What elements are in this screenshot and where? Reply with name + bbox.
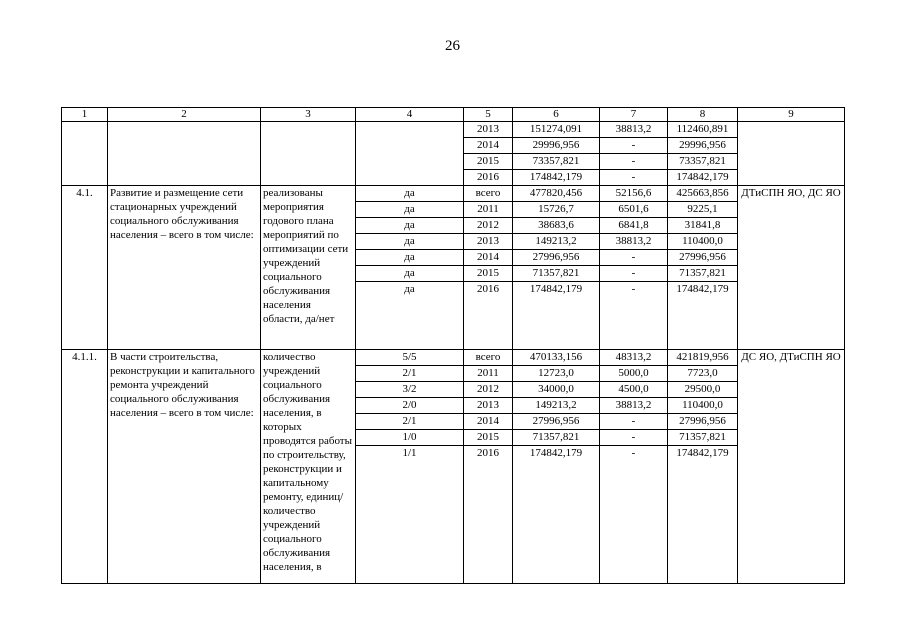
col8-cell: 29996,956	[668, 138, 737, 154]
item-name: В части строительства, реконструкции и капитального ремонта учреждений социального обслуживания населения – всего в том числе:	[108, 350, 261, 584]
year-cell: 2012	[464, 218, 512, 234]
col8-cell: 27996,956	[668, 250, 737, 266]
total-cell: 71357,821	[513, 430, 599, 446]
total-column	[513, 186, 600, 350]
col8-cell: 421819,956	[668, 350, 737, 366]
col-header-7: 7	[600, 108, 668, 122]
program-table	[61, 107, 845, 584]
total-cell: 71357,821	[513, 266, 599, 282]
year-cell: 2014	[464, 414, 512, 430]
col7-cell: 6501,6	[600, 202, 667, 218]
year-cell: 2013	[464, 398, 512, 414]
indicator-value-cell: 5/5	[356, 350, 463, 366]
year-cell: всего	[464, 186, 512, 202]
year-cell: 2016	[477, 283, 499, 295]
total-cell: 174842,179	[529, 447, 583, 459]
indicator-value-cell: 1/0	[356, 430, 463, 446]
total-cell: 15726,7	[513, 202, 599, 218]
year-column	[464, 122, 513, 186]
col7-cell: -	[600, 154, 667, 170]
col8-cell: 112460,891	[668, 122, 737, 138]
year-cell: 2011	[464, 202, 512, 218]
total-cell: 38683,6	[513, 218, 599, 234]
col7-cell: 38813,2	[600, 234, 667, 250]
col8-cell: 110400,0	[668, 234, 737, 250]
col7-cell: -	[600, 138, 667, 154]
col-header-3: 3	[261, 108, 356, 122]
indicator-value-cell: да	[356, 202, 463, 218]
total-cell: 477820,456	[513, 186, 599, 202]
col8-cell: 174842,179	[676, 447, 729, 459]
item-number: 4.1.	[62, 186, 108, 350]
total-cell: 149213,2	[513, 234, 599, 250]
col7-cell: 6841,8	[600, 218, 667, 234]
col8-cell: 31841,8	[668, 218, 737, 234]
col7-column	[600, 122, 668, 186]
total-column	[513, 350, 600, 584]
col8-cell: 110400,0	[668, 398, 737, 414]
col8-cell: 71357,821	[668, 266, 737, 282]
indicator-value-cell: 3/2	[356, 382, 463, 398]
total-cell: 151274,091	[513, 122, 599, 138]
item-number: 4.1.1.	[62, 350, 108, 584]
col7-cell: 5000,0	[600, 366, 667, 382]
col7-cell: 38813,2	[600, 398, 667, 414]
col8-column	[668, 186, 738, 350]
col-header-2: 2	[108, 108, 261, 122]
col-header-9: 9	[738, 108, 845, 122]
column-number-row	[62, 108, 845, 122]
year-column	[464, 350, 513, 584]
cell-empty	[738, 122, 845, 186]
col-header-8: 8	[668, 108, 738, 122]
col7-column	[600, 350, 668, 584]
year-cell: 2013	[464, 234, 512, 250]
total-cell: 174842,179	[529, 283, 583, 295]
total-cell: 27996,956	[513, 250, 599, 266]
indicator-value-cell: 2/1	[356, 366, 463, 382]
col7-column	[600, 186, 668, 350]
col7-cell: 4500,0	[600, 382, 667, 398]
col7-cell: -	[631, 447, 636, 459]
indicator-value-cell: да	[404, 283, 415, 295]
year-cell: 2015	[464, 266, 512, 282]
total-cell: 29996,956	[513, 138, 599, 154]
total-cell: 149213,2	[513, 398, 599, 414]
item-name: Развитие и размещение сети стационарных учреждений социального обслуживания населения – всего в том числе:	[108, 186, 261, 350]
year-cell: 2015	[464, 430, 512, 446]
continuation-block	[62, 122, 845, 186]
total-cell: 34000,0	[513, 382, 599, 398]
col7-cell: 52156,6	[600, 186, 667, 202]
col-header-5: 5	[464, 108, 513, 122]
cell-empty	[356, 122, 464, 186]
col-header-4: 4	[356, 108, 464, 122]
year-cell: 2012	[464, 382, 512, 398]
col7-cell: -	[600, 430, 667, 446]
col7-cell: -	[631, 283, 636, 295]
indicator-value-cell: да	[356, 186, 463, 202]
col7-cell: -	[600, 414, 667, 430]
year-cell: 2016	[477, 171, 499, 183]
item-indicator: количество учреждений социального обслуживания населения, в которых проводятся работы по строительству, реконструкции и капитальному ремонту, единиц/ количество учреждений социального обслуживания населения, в	[261, 350, 356, 584]
total-column	[513, 122, 600, 186]
col7-cell: 38813,2	[600, 122, 667, 138]
cell-empty	[62, 122, 108, 186]
item-indicator: реализованы мероприятия годового плана мероприятий по оптимизации сети учреждений социального обслуживания населения области, да/нет	[261, 186, 356, 350]
program-item-4-1-1	[62, 350, 845, 584]
indicator-value-column	[356, 186, 464, 350]
col-header-1: 1	[62, 108, 108, 122]
indicator-value-cell: 2/1	[356, 414, 463, 430]
total-cell: 27996,956	[513, 414, 599, 430]
year-cell: 2014	[464, 138, 512, 154]
year-cell: 2011	[464, 366, 512, 382]
indicator-value-column	[356, 350, 464, 584]
col8-cell: 71357,821	[668, 430, 737, 446]
col7-cell: -	[600, 266, 667, 282]
col8-cell: 27996,956	[668, 414, 737, 430]
col8-cell: 174842,179	[676, 283, 729, 295]
year-column	[464, 186, 513, 350]
indicator-value-cell: 2/0	[356, 398, 463, 414]
year-cell: всего	[464, 350, 512, 366]
col8-cell: 9225,1	[668, 202, 737, 218]
year-cell: 2015	[464, 154, 512, 170]
col7-cell: 48313,2	[600, 350, 667, 366]
page-number: 26	[445, 38, 460, 54]
cell-empty	[108, 122, 261, 186]
col7-cell: -	[600, 250, 667, 266]
indicator-value-cell: 1/1	[402, 447, 417, 459]
total-cell: 470133,156	[513, 350, 599, 366]
col-header-6: 6	[513, 108, 600, 122]
year-cell: 2013	[464, 122, 512, 138]
indicator-value-cell: да	[356, 250, 463, 266]
col8-cell: 7723,0	[668, 366, 737, 382]
col8-column	[668, 122, 738, 186]
item-executor: ДТиСПН ЯО, ДС ЯО	[738, 186, 845, 350]
total-cell: 174842,179	[529, 171, 583, 183]
cell-empty	[261, 122, 356, 186]
col8-column	[668, 350, 738, 584]
total-cell: 12723,0	[513, 366, 599, 382]
indicator-value-cell: да	[356, 218, 463, 234]
indicator-value-cell: да	[356, 266, 463, 282]
col8-cell: 174842,179	[676, 171, 729, 183]
col8-cell: 73357,821	[668, 154, 737, 170]
col8-cell: 29500,0	[668, 382, 737, 398]
year-cell: 2014	[464, 250, 512, 266]
total-cell: 73357,821	[513, 154, 599, 170]
program-item-4-1	[62, 186, 845, 350]
year-cell: 2016	[477, 447, 499, 459]
col8-cell: 425663,856	[668, 186, 737, 202]
indicator-value-cell: да	[356, 234, 463, 250]
col7-cell: -	[631, 171, 636, 183]
item-executor: ДС ЯО, ДТиСПН ЯО	[738, 350, 845, 584]
